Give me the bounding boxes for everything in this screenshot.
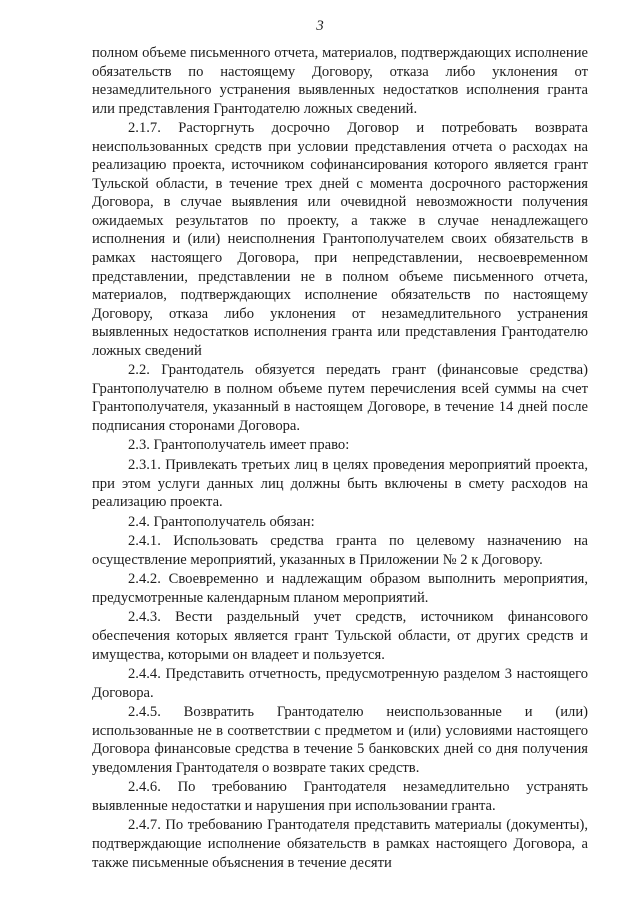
- paragraph-2-4-7: 2.4.7. По требованию Грантодателя представить материалы (документы), подтверждающие исполнение обязательств в рамках настоящего Договора, а также письменные объяснения в течение десяти: [92, 817, 588, 871]
- paragraph-2-4: 2.4. Грантополучатель обязан:: [128, 513, 315, 530]
- paragraph-2-4-5: 2.4.5. Возвратить Грантодателю неиспользованные и (или) использованные не в соответствии с предметом и (или) условиями настоящего Договора финансовые средства в течение 5 банковских дней со дня получения уведомления Грантодателя о возврате таких средств.: [92, 704, 588, 776]
- page-number: 3: [316, 18, 324, 34]
- paragraph-2-2: 2.2. Грантодатель обязуется передать грант (финансовые средства) Грантополучателю в полном объеме путем перечисления всей суммы на счет Грантополучателя, указанный в настоящем Договоре, в течение 14 дней после подписания сторонами Договора.: [92, 362, 588, 434]
- document-body: [92, 44, 588, 873]
- paragraph-2-4-3: 2.4.3. Вести раздельный учет средств, источником финансового обеспечения которых является грант Тульской области, от других средств и имущества, которыми он владеет и пользуется.: [92, 609, 588, 663]
- paragraph-2-4-2: 2.4.2. Своевременно и надлежащим образом выполнить мероприятия, предусмотренные календарным планом мероприятий.: [92, 571, 588, 606]
- paragraph-2-4-6: 2.4.6. По требованию Грантодателя незамедлительно устранять выявленные недостатки и нарушения при использовании гранта.: [92, 779, 588, 814]
- paragraph-2-3: 2.3. Грантополучатель имеет право:: [128, 437, 350, 454]
- paragraph-continuation: полном объеме письменного отчета, материалов, подтверждающих исполнение обязательств по настоящему Договору, отказа либо уклонения от незамедлительного устранения выявленных недостатков исполнения гранта или представления Грантодателю ложных сведений.: [92, 45, 588, 117]
- paragraph-2-4-4: 2.4.4. Представить отчетность, предусмотренную разделом 3 настоящего Договора.: [92, 666, 588, 701]
- paragraph-2-3-1: 2.3.1. Привлекать третьих лиц в целях проведения мероприятий проекта, при этом услуги данных лиц должны быть включены в смету расходов на реализацию проекта.: [92, 457, 588, 511]
- paragraph-2-4-1: 2.4.1. Использовать средства гранта по целевому назначению на осуществление мероприятий, указанных в Приложении № 2 к Договору.: [92, 533, 588, 568]
- paragraph-2-1-7: 2.1.7. Расторгнуть досрочно Договор и потребовать возврата неиспользованных средств при условии представления отчета о расходах на реализацию проекта, источником софинансирования которого является грант Тульской области, в течение трех дней с момента досрочного расторжения Договора, в случае выявления или очевидной невозможности получения ожидаемых результатов по проекту, а также в случае ненадлежащего исполнения и (или) неисполнения Грантополучателем своих обязательств в рамках настоящего Договора, при непредставлении, несвоевременном представлении, представлении не в полном объеме письменного отчета, материалов, подтверждающих исполнение обязательств по настоящему Договору, отказа либо уклонения от незамедлительного устранения выявленных недостатков исполнения гранта или представления Грантодателю ложных сведений: [92, 120, 588, 359]
